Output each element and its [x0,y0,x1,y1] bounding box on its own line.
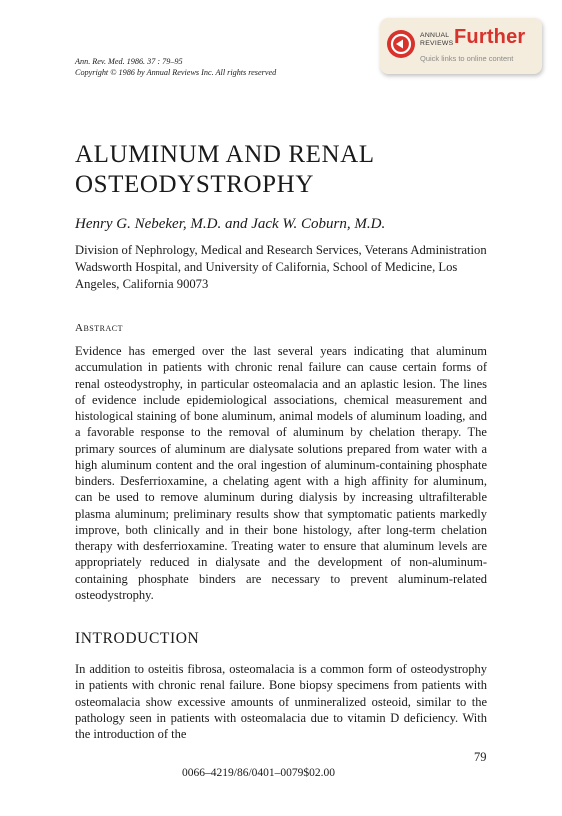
introduction-text: In addition to osteitis fibrosa, osteomalacia is a common form of osteodystrophy in patients with chronic renal failure. Bone biopsy specimens from patients with osteomalacia show excessive amounts of unmineralized osteoid, similar to the pathology seen in patients with osteomalacia due to vitamin D deficiency. With the introduction of the [75,662,487,741]
article-title [75,140,375,200]
title-line-1: ALUMINUM AND RENAL [75,141,375,168]
badge-reviews-text: REVIEWS [420,39,454,47]
introduction-heading: INTRODUCTION [75,630,200,647]
badge-further-text: Further [454,26,526,48]
title-line-2: OSTEODYSTROPHY [75,171,314,198]
badge-brand [420,32,453,47]
citation-line-copyright: Copyright © 1986 by Annual Reviews Inc. All rights reserved [75,68,277,77]
badge-tagline: Quick links to online content [420,54,514,63]
page-number: 79 [474,750,487,764]
annual-reviews-further-badge[interactable] [380,18,542,74]
abstract-text: Evidence has emerged over the last several years indicating that aluminum accumulation in patients with chronic renal failure can cause certain forms of renal osteodystrophy, in particular osteomalacia and an aplastic lesion. The lines of evidence include epidemiological associations, chemical measurement and histological staining of bone aluminum, animal models of aluminum loading, and a favorable response to the removal of aluminum by chelation therapy. The primary sources of aluminum are dialysate solutions prepared from water with a high aluminum content and the oral ingestion of aluminum-containing phosphate binders. Desferrioxamine, a chelating agent with a high affinity for aluminum, can be used to remove aluminum during dialysis by increasing ultrafilterable plasma aluminum; preliminary results show that symptomatic patients markedly improve, both clinically and in their bone histology, after long-term chelation therapy with desferrioxamine. Treating water to ensure that aluminum levels are appropriately reduced in dialysate and the development of non-aluminum-containing phosphate binders are necessary to prevent aluminum-related osteodystrophy. [75,344,487,602]
badge-annual-text: ANNUAL [420,32,450,39]
article-code: 0066–4219/86/0401–0079$02.00 [182,767,336,779]
author-affiliation: Division of Nephrology, Medical and Research Services, Veterans Administration Wadsworth Hospital, and University of California, School of Medicine, Los Angeles, California 90073 [75,243,487,291]
journal-citation [75,56,276,78]
article-authors: Henry G. Nebeker, M.D. and Jack W. Coburn, M.D. [75,216,386,232]
citation-line-journal: Ann. Rev. Med. 1986. 37 : 79–95 [75,57,183,66]
arrow-left-icon [387,30,415,58]
abstract-heading: Abstract [75,322,123,334]
